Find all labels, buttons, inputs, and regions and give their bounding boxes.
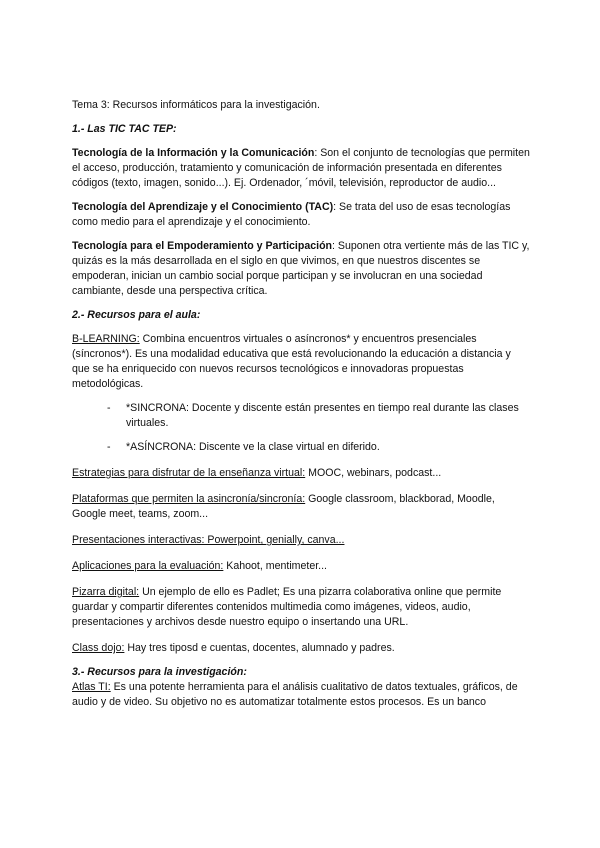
- plataformas-text: Google classroom, blackborad, Moodle, Google meet, teams, zoom...: [72, 493, 495, 520]
- atlas-paragraph: [72, 680, 530, 710]
- aplicaciones-text: Kahoot, mentimeter...: [223, 560, 327, 572]
- aplicaciones-term: Aplicaciones para la evaluación:: [72, 560, 224, 572]
- pizarra-term: Pizarra digital:: [72, 586, 140, 598]
- document-body: [72, 98, 530, 710]
- tep-term: Tecnología para el Empoderamiento y Participación: [72, 240, 333, 252]
- bullet-item: [72, 440, 530, 455]
- atlas-text: Es una potente herramienta para el análisis cualitativo de datos textuales, gráficos, de audio y de video. Su objetivo no es automatizar totalmente estos procesos. Es un banco: [72, 681, 518, 708]
- tep-text: : Suponen otra vertiente más de las TIC y, quizás es la más desarrollada en el siglo en que vivimos, en que nuestros discentes se empoderan, inician un cambio social porque participan y se involucran en una sociedad cambiante, desde una perspectiva crítica.: [72, 240, 530, 297]
- tic-term: Tecnología de la Información y la Comunicación: [72, 147, 315, 159]
- estrategias-term: Estrategias para disfrutar de la enseñanza virtual:: [72, 467, 306, 479]
- tac-term: Tecnología del Aprendizaje y el Conocimiento (TAC): [72, 201, 334, 213]
- plataformas-paragraph: [72, 492, 530, 522]
- bullet-text: *SINCRONA: Docente y discente están presentes en tiempo real durante las clases virtuales.: [126, 402, 519, 429]
- pizarra-text: Un ejemplo de ello es Padlet; Es una pizarra colaborativa online que permite guardar y compartir diferentes contenidos multimedia como imágenes, videos, audio, presentaciones y archivos desde nuestro equipo o insertando una URL.: [72, 586, 502, 628]
- section-1-heading: 1.- Las TIC TAC TEP:: [72, 123, 177, 135]
- classdojo-paragraph: [72, 641, 530, 656]
- presentaciones-paragraph: [72, 533, 530, 548]
- tac-text: : Se trata del uso de esas tecnologías como medio para el aprendizaje y el conocimiento.: [72, 201, 511, 228]
- section-3-heading: 3.- Recursos para la investigación:: [72, 666, 247, 678]
- sync-bullet-list: [72, 401, 530, 455]
- blearning-text: Combina encuentros virtuales o asíncronos* y encuentros presenciales (síncronos*). Es una modalidad educativa que está revolucionando la educación a distancia y que se ha enriquecido con nuevos recursos tecnológicos e innovadoras propuestas metodológicas.: [72, 333, 511, 390]
- plataformas-term: Plataformas que permiten la asincronía/sincronía:: [72, 493, 306, 505]
- intro-line: Tema 3: Recursos informáticos para la investigación.: [72, 99, 320, 111]
- presentaciones-term: Presentaciones interactivas: Powerpoint, genially, canva...: [72, 534, 345, 546]
- tac-paragraph: [72, 200, 530, 230]
- bullet-dash: -: [107, 441, 111, 453]
- tic-text: : Son el conjunto de tecnologías que permiten el acceso, producción, tratamiento y comunicación de información presentada en diferentes códigos (texto, imagen, sonido...). Ej. Ordenador, ´móvil, televisión, reproductor de audio...: [72, 147, 530, 189]
- tep-paragraph: [72, 239, 530, 299]
- classdojo-term: Class dojo:: [72, 642, 125, 654]
- estrategias-paragraph: [72, 466, 530, 481]
- estrategias-text: MOOC, webinars, podcast...: [305, 467, 442, 479]
- blearning-paragraph: [72, 332, 530, 392]
- blearning-term: B-LEARNING:: [72, 333, 140, 345]
- classdojo-text: Hay tres tiposd e cuentas, docentes, alumnado y padres.: [124, 642, 395, 654]
- bullet-text: *ASÍNCRONA: Discente ve la clase virtual en diferido.: [126, 441, 380, 453]
- aplicaciones-paragraph: [72, 559, 530, 574]
- pizarra-paragraph: [72, 585, 530, 630]
- tic-paragraph: [72, 146, 530, 191]
- atlas-term: Atlas TI:: [72, 681, 111, 693]
- section-2-heading: 2.- Recursos para el aula:: [72, 309, 201, 321]
- bullet-item: [72, 401, 530, 431]
- bullet-dash: -: [107, 402, 111, 414]
